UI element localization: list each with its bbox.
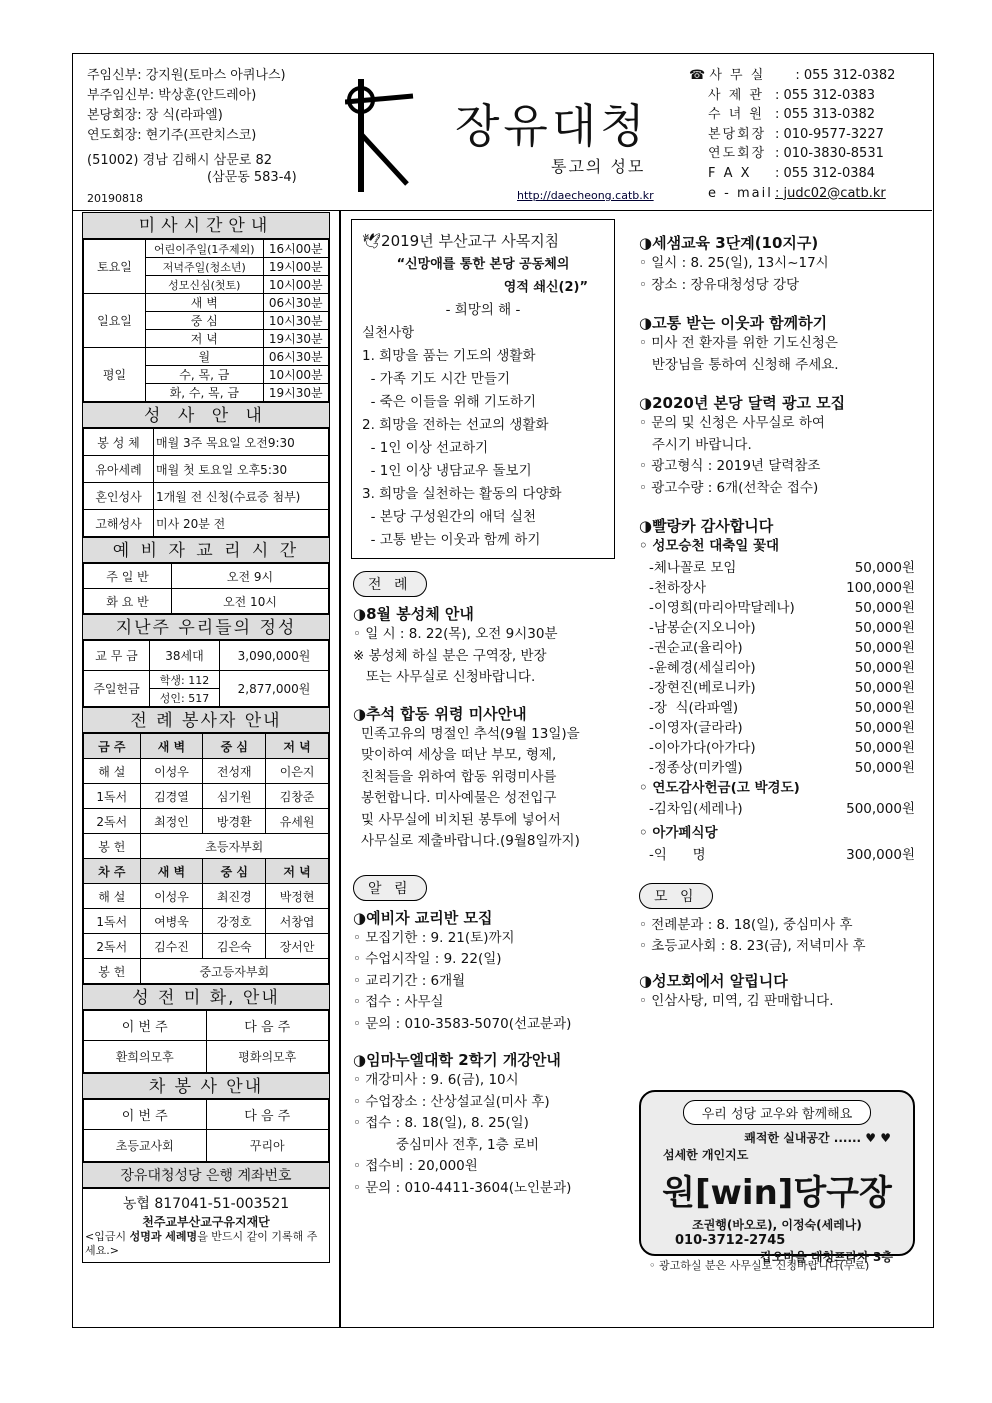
bank-note: [85, 1230, 327, 1258]
notice-line: ◦ 장소 : 장유대청성당 강당: [639, 276, 800, 293]
section-title: 전 례 봉사자 안내: [83, 707, 329, 733]
notice-line: ◦ 광고수량 : 6개(선착순 접수): [639, 479, 819, 496]
contact-label: 수 녀 원: [708, 107, 764, 123]
mass-time: 10시00분: [263, 366, 328, 384]
catechumen-table: [83, 563, 329, 614]
notice-line: 민족고유의 명절인 추석(9월 13일)을: [361, 725, 580, 742]
donation-amount: 50,000원: [854, 739, 915, 756]
guideline-title: [362, 230, 604, 253]
guideline-item: - 본당 구성원간의 애덕 실천: [362, 509, 537, 525]
offering-label: 주일헌금: [84, 671, 150, 707]
guideline-item: - 1인 이상 선교하기: [362, 440, 489, 456]
donor-name: -이영자(글라라): [649, 719, 743, 736]
notice-line: ※ 봉성체 하실 분은 구역장, 반장: [353, 647, 547, 664]
donation-row: [639, 845, 929, 865]
week-header: 다 음 주: [206, 1011, 329, 1041]
mass-times-section: [82, 212, 330, 1263]
donation-amount: 50,000원: [854, 679, 915, 696]
guideline-item: 2. 희망을 전하는 선교의 생활화: [362, 417, 549, 433]
notice-line: ◦ 전례분과 : 8. 18(일), 중심미사 후: [639, 916, 853, 933]
donation-amount: 50,000원: [854, 659, 915, 676]
server-name: 여병욱: [140, 909, 203, 934]
column-divider: [339, 211, 341, 1328]
server-name: 서창엽: [266, 909, 329, 934]
donation-row: [639, 698, 929, 718]
day-label: 토요일: [84, 240, 146, 294]
notice-heading: ◑고통 받는 이웃과 함께하기: [639, 314, 828, 332]
donor-name: -김차임(세레나): [649, 801, 743, 817]
account-owner: 천주교부산교구유지재단: [142, 1215, 270, 1229]
contact-label: 사 무 실: [709, 68, 766, 83]
notice-line: 중심미사 전후, 1층 로비: [353, 1136, 540, 1153]
donation-amount: 50,000원: [854, 759, 915, 776]
middle-column: [353, 219, 623, 1199]
notice-line: 주시기 바랍니다.: [639, 436, 752, 453]
mass-name: 화, 수, 목, 금: [146, 384, 264, 402]
donor-name: -권순교(율리아): [649, 639, 743, 656]
server-name: 김수진: [140, 934, 203, 959]
contact-label: 사 제 관: [708, 87, 764, 103]
donor-name: -이아가다(아가다): [649, 739, 756, 756]
notice-heading: ◑추석 합동 위령 미사안내: [353, 704, 527, 723]
car-service-table: [83, 1099, 329, 1162]
role: 봉 헌: [84, 834, 141, 859]
guideline-theme: “신망애를 통한 본당 공동체의: [396, 257, 570, 272]
notice-line: ◦ 일 시 : 8. 22(목), 오전 9시30분: [353, 626, 558, 642]
contact-label: F A X: [708, 165, 752, 181]
notice-line: ◦ 문의 : 010-3583-5070(선교분과): [353, 1015, 572, 1032]
offering-count: 38세대: [150, 641, 220, 671]
section-title: 성 사 안 내: [83, 402, 329, 428]
contact-label: 본당회장: [708, 126, 767, 142]
notice-line: ◦ 수업시작일 : 9. 22(일): [353, 951, 502, 967]
notice-line: ◦ 접수비 : 20,000원: [353, 1158, 478, 1174]
contact-value: : 055 312-0383: [775, 87, 876, 103]
notice-line: ◦ 인삼사탕, 미역, 김 판매합니다.: [639, 992, 834, 1009]
cross-logo-icon: [345, 74, 415, 194]
class-time: 오전 9시: [172, 564, 329, 589]
guideline-subtitle: 실천사항: [362, 325, 415, 341]
donation-amount: 50,000원: [854, 719, 915, 736]
donation-row: [639, 678, 929, 698]
section-title: 차 봉 사 안내: [83, 1073, 329, 1099]
servers-header: 새 벽: [140, 859, 203, 884]
left-column: [82, 212, 330, 1263]
section-tag: 전 례: [353, 571, 427, 597]
dove-icon: 🕊: [362, 232, 382, 250]
contact-line: [689, 86, 895, 106]
flowers-table: [83, 1010, 329, 1073]
address-line: (51002) 경남 김해시 삼문로 82: [87, 153, 273, 168]
notice-heading: ◑예비자 교리반 모집: [353, 908, 493, 927]
offering-table: [83, 640, 329, 707]
notice-line: ◦ 접수 : 사무실: [353, 994, 444, 1010]
donation-amount: 50,000원: [854, 639, 915, 656]
address: [87, 152, 297, 186]
offering-label: 교 무 금: [84, 641, 150, 671]
contact-value: : 055 313-0382: [775, 107, 876, 123]
contact-line: [689, 105, 895, 125]
server-name: 김창준: [266, 784, 329, 809]
donor-name: -체나꼴로 모임: [649, 559, 737, 576]
server-name: 강정호: [203, 909, 266, 934]
guideline-item: - 가족 기도 시간 만들기: [362, 371, 510, 387]
mass-name: 수, 목, 금: [146, 366, 264, 384]
clergy-line: 부주임신부: 박상훈(안드레아): [87, 88, 257, 103]
section-title: 지난주 우리들의 정성: [83, 614, 329, 640]
offering-amount: 3,090,000원: [220, 641, 329, 671]
contact-line: [689, 164, 895, 184]
clergy-line: 주임신부: 강지원(토마스 아퀴나스): [87, 68, 286, 83]
servers-table: [83, 733, 329, 984]
section-title: 성 전 미 화, 안내: [83, 984, 329, 1010]
notice-heading: ◑성모회에서 알립니다: [639, 971, 788, 990]
donation-amount: 100,000원: [846, 579, 915, 596]
notice-line: 봉헌합니다. 미사예물은 성전입구: [361, 790, 557, 806]
servers-header: 저 녁: [266, 734, 329, 759]
role: 해 설: [84, 884, 141, 909]
mass-time: 19시30분: [263, 384, 328, 402]
mass-name: 저 녁: [146, 330, 264, 348]
server-name: 전성재: [203, 759, 266, 784]
account-number: 농협 817041-51-003521: [122, 1196, 290, 1212]
servers-header: 새 벽: [140, 734, 203, 759]
notice-heading: ◑빨랑카 감사합니다: [639, 517, 774, 535]
donation-row: [639, 718, 929, 738]
week-header: 다 음 주: [206, 1100, 329, 1130]
notice-line: ◦ 문의 : 010-4411-3604(노인분과): [353, 1179, 572, 1196]
contact-value: : 010-3830-8531: [775, 146, 884, 162]
donation-amount: 50,000원: [854, 599, 915, 616]
servers-header: 저 녁: [266, 859, 329, 884]
notice-line: 반장님을 통하여 신청해 주세요.: [639, 356, 839, 373]
server-name: 유세원: [266, 809, 329, 834]
mass-time: 06시30분: [263, 348, 328, 366]
website-link[interactable]: http://daecheong.catb.kr: [517, 189, 654, 202]
donor-name: -이영희(마리아막달레나): [649, 599, 795, 616]
ad-line: 조권행(바오로), 이정숙(세레나): [692, 1218, 862, 1232]
notice-line: ◦ 수업장소 : 산상설교실(미사 후): [353, 1093, 550, 1110]
donation-amount: 50,000원: [854, 559, 915, 576]
guideline-title-text: 2019년 부산교구 사목지침: [381, 232, 560, 250]
donation-row: [639, 638, 929, 658]
mass-table: [83, 239, 329, 402]
guideline-item: - 1인 이상 냉담교우 돌보기: [362, 463, 532, 479]
server-name: 이은지: [266, 759, 329, 784]
guideline-item: 1. 희망을 품는 기도의 생활화: [362, 348, 536, 364]
role: 1독서: [84, 909, 141, 934]
role: 2독서: [84, 934, 141, 959]
section-title: 예 비 자 교 리 시 간: [83, 537, 329, 563]
server-name: 이성우: [140, 884, 203, 909]
donation-row: [639, 658, 929, 678]
bank-info: [83, 1188, 329, 1262]
class-name: 화 요 반: [84, 589, 172, 614]
guideline-item: 3. 희망을 실천하는 활동의 다양화: [362, 486, 562, 502]
sacrament-table: [83, 428, 329, 537]
donor-name: -윤혜경(세실리아): [649, 659, 756, 676]
role: 봉 헌: [84, 959, 141, 984]
servers-header: 차 주: [84, 859, 141, 884]
email-link[interactable]: : judc02@catb.kr: [775, 185, 886, 201]
mass-time: 19시00분: [263, 258, 328, 276]
server-name: 최정인: [140, 809, 203, 834]
notice-line: 친척들을 위하여 합동 위령미사를: [361, 768, 557, 785]
donation-group: ◦ 아가페식당: [639, 825, 718, 841]
mass-name: 성모신심(첫토): [146, 276, 264, 294]
notice-heading: ◑8월 봉성체 안내: [353, 605, 474, 623]
server-name: 방경환: [203, 809, 266, 834]
clergy-list: [87, 66, 297, 186]
donation-row: [639, 558, 929, 578]
sacrament-name: 고해성사: [84, 510, 154, 537]
donation-row: [639, 618, 929, 638]
sacrament-info: 미사 20분 전: [154, 510, 329, 537]
notice-line: ◦ 접수 : 8. 18(일), 8. 25(일): [353, 1115, 529, 1131]
offering-count: 학생: 112: [150, 671, 220, 689]
notice-line: ◦ 초등교사회 : 8. 23(금), 저녁미사 후: [639, 938, 866, 954]
notice-line: ◦ 문의 및 신청은 사무실로 하여: [639, 415, 825, 431]
donation-row: [639, 738, 929, 758]
servers-header: 중 심: [203, 734, 266, 759]
donation-amount: 500,000원: [846, 801, 915, 817]
address-line: (삼문동 583-4): [207, 170, 297, 185]
server-name: 김은숙: [203, 934, 266, 959]
mass-time: 10시00분: [263, 276, 328, 294]
donor-name: -장현진(베로니카): [649, 679, 756, 696]
donation-group: ◦ 성모승천 대축일 꽃대: [639, 538, 780, 554]
week-header: 이 번 주: [84, 1011, 207, 1041]
bulletin-frame: [72, 53, 934, 1328]
bulletin-subtitle: 통고의 성모: [551, 157, 646, 176]
ad-line: 쾌적한 실내공간 ...... ♥ ♥: [744, 1131, 891, 1145]
donation-row: [639, 758, 929, 778]
mass-name: 중 심: [146, 312, 264, 330]
clergy-line: 연도회장: 현기주(프란치스코): [87, 128, 257, 143]
ad-phone: 010-3712-2745: [675, 1233, 786, 1248]
mass-time: 16시00분: [263, 240, 328, 258]
contact-line: [689, 66, 895, 86]
day-label: 평일: [84, 348, 146, 402]
contact-list: [689, 66, 895, 203]
server-name: 중고등자부회: [140, 959, 328, 984]
pastoral-guidelines-box: [351, 219, 615, 559]
donation-amount: 50,000원: [854, 699, 915, 716]
right-column: [639, 232, 929, 1012]
ad-address: 갑오마을 대청프라자 3층: [760, 1250, 893, 1264]
notice-line: ◦ 광고형식 : 2019년 달력참조: [639, 458, 821, 474]
donation-group: ◦ 연도감사헌금(고 박경도): [639, 779, 800, 796]
notice-line: 사무실로 제출바랍니다.(9월8일까지): [361, 833, 580, 849]
group-name: 꾸리아: [206, 1130, 329, 1162]
guideline-item: - 죽은 이들을 위해 기도하기: [362, 394, 537, 410]
role: 해 설: [84, 759, 141, 784]
ad-business-name: 원[win]당구장: [662, 1173, 892, 1213]
bulletin-title: 장유대청: [455, 99, 649, 153]
notice-line: 및 사무실에 비치된 봉투에 넣어서: [361, 811, 561, 828]
guideline-year: - 희망의 해 -: [445, 302, 521, 318]
mass-time: 10시30분: [263, 312, 328, 330]
sacrament-name: 봉 성 체: [84, 429, 154, 456]
servers-header: 금 주: [84, 734, 141, 759]
donor-name: -정종상(미카엘): [649, 759, 743, 776]
sacrament-name: 유아세례: [84, 456, 154, 483]
server-name: 심기원: [203, 784, 266, 809]
server-name: 박정현: [266, 884, 329, 909]
note-text: <입금시: [85, 1230, 130, 1243]
donation-row: [639, 598, 929, 618]
donation-row: [639, 799, 929, 819]
notice-heading: ◑임마누엘대학 2학기 개강안내: [353, 1051, 561, 1069]
server-name: 이성우: [140, 759, 203, 784]
contact-value: : 055 312-0384: [775, 165, 876, 181]
notice-line: ◦ 개강미사 : 9. 6(금), 10시: [353, 1072, 519, 1088]
mass-name: 월: [146, 348, 264, 366]
issue-date: 20190818: [87, 192, 143, 205]
ad-line: 섬세한 개인지도: [663, 1148, 749, 1162]
sacrament-name: 혼인성사: [84, 483, 154, 510]
advertisement: [639, 1090, 915, 1264]
contact-line: [689, 144, 895, 164]
note-text: 을 반드시 같이 기록해 주세요.>: [85, 1230, 318, 1257]
header: [73, 54, 932, 211]
offering-count: 성인: 517: [150, 689, 220, 707]
section-title: 장유대청성당 은행 계좌번호: [83, 1162, 329, 1188]
servers-header: 중 심: [203, 859, 266, 884]
sacrament-info: 매월 첫 토요일 오후5:30: [154, 456, 329, 483]
group-name: 환희의모후: [84, 1041, 207, 1073]
group-name: 평화의모후: [206, 1041, 329, 1073]
sacrament-info: 매월 3주 목요일 오전9:30: [154, 429, 329, 456]
guideline-theme: 영적 쇄신(2)”: [503, 280, 588, 295]
sacrament-info: 1개월 전 신청(수료증 첨부): [154, 483, 329, 510]
role: 1독서: [84, 784, 141, 809]
contact-label: 연도회장: [708, 146, 767, 162]
donation-row: [639, 578, 929, 598]
notice-line: 또는 사무실로 신청바랍니다.: [353, 669, 536, 685]
notice-line: 맞이하여 세상을 떠난 부모, 형제,: [361, 747, 557, 763]
contact-line: [689, 125, 895, 145]
contact-value: : 010-9577-3227: [775, 126, 884, 142]
donation-amount: 50,000원: [854, 619, 915, 636]
notice-heading: ◑2020년 본당 달력 광고 모집: [639, 394, 846, 412]
ad-note: ◦ 광고하실 분은 사무실로 신청바랍니다(무료): [649, 1259, 870, 1272]
mass-name: 저녁주일(청소년): [146, 258, 264, 276]
group-name: 초등교사회: [84, 1130, 207, 1162]
donor-name: -장 식(라파엘): [649, 699, 739, 716]
day-label: 일요일: [84, 294, 146, 348]
note-text: 성명과 세례명: [129, 1230, 198, 1243]
notice-heading: ◑세샘교육 3단계(10지구): [639, 234, 819, 252]
server-name: 최진경: [203, 884, 266, 909]
phone-icon: ☎: [689, 68, 706, 83]
contact-line: [689, 184, 895, 204]
clergy-line: 본당회장: 장 식(라파엘): [87, 108, 223, 123]
server-name: 김경열: [140, 784, 203, 809]
donor-name: -남봉순(지오니아): [649, 619, 756, 636]
mass-time: 06시30분: [263, 294, 328, 312]
contact-value: : 055 312-0382: [795, 68, 896, 83]
guideline-item: - 고통 받는 이웃과 함께 하기: [362, 532, 541, 548]
role: 2독서: [84, 809, 141, 834]
mass-time: 19시30분: [263, 330, 328, 348]
mass-name: 새 벽: [146, 294, 264, 312]
server-name: 장서안: [266, 934, 329, 959]
donor-name: -익 명: [649, 846, 706, 863]
donation-amount: 300,000원: [846, 846, 915, 863]
server-name: 초등자부회: [140, 834, 328, 859]
section-tag: 알 림: [353, 875, 427, 901]
ad-banner: 우리 성당 교우와 함께해요: [683, 1100, 872, 1125]
notice-line: ◦ 일시 : 8. 25(일), 13시~17시: [639, 255, 829, 271]
week-header: 이 번 주: [84, 1100, 207, 1130]
notice-line: ◦ 미사 전 환자를 위한 기도신청은: [639, 335, 838, 351]
contact-label: e - mail: [708, 185, 773, 201]
class-name: 주 일 반: [84, 564, 172, 589]
donor-name: -천하장사: [649, 579, 707, 596]
class-time: 오전 10시: [172, 589, 329, 614]
mass-name: 어린이주일(1주제외): [146, 240, 264, 258]
section-tag: 모 임: [639, 883, 713, 909]
offering-amount: 2,877,000원: [220, 671, 329, 707]
notice-line: ◦ 모집기한 : 9. 21(토)까지: [353, 929, 515, 946]
section-title: 미사시간안내: [83, 213, 329, 239]
notice-line: ◦ 교리기간 : 6개월: [353, 972, 466, 989]
